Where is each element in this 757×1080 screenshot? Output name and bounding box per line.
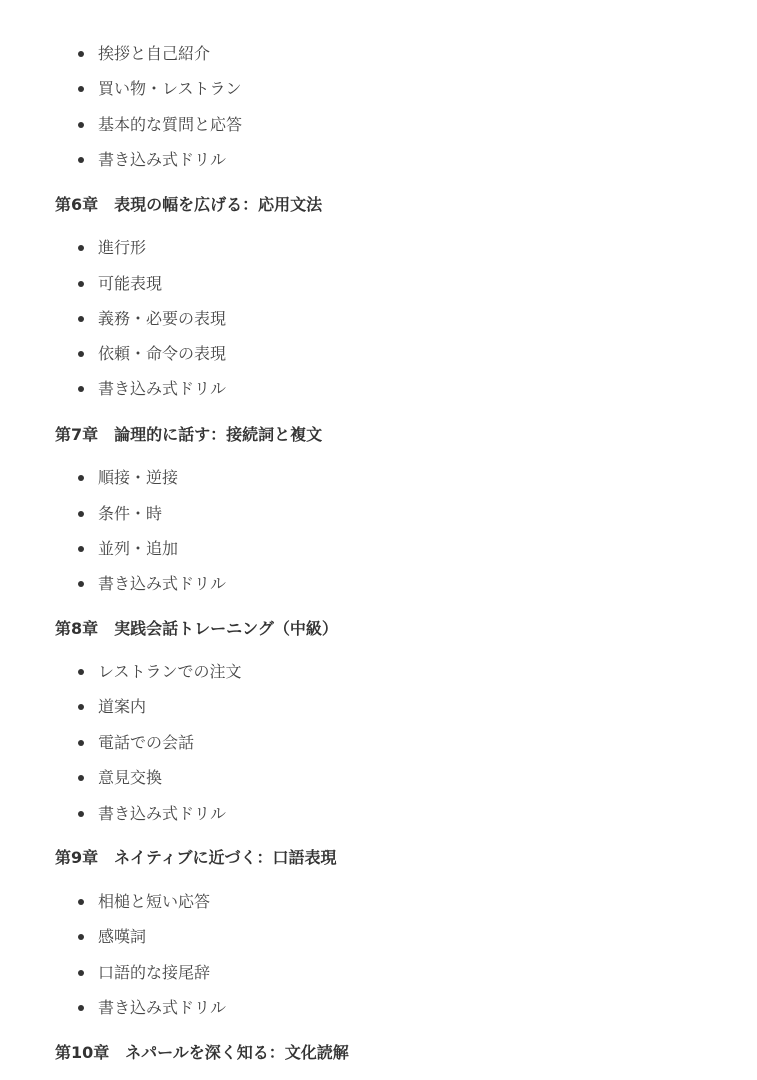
list-item: レストランでの注文	[98, 662, 242, 681]
bullet-icon	[78, 1005, 84, 1011]
list-item: 書き込み式ドリル	[98, 804, 227, 823]
list-item: 依頼・命令の表現	[98, 344, 227, 363]
list-item: 進行形	[98, 238, 147, 257]
bullet-icon	[78, 899, 84, 905]
bullet-icon	[78, 475, 84, 481]
list-item: 書き込み式ドリル	[98, 150, 227, 169]
bullet-icon	[78, 51, 84, 57]
bullet-icon	[78, 970, 84, 976]
list-item: 意見交換	[98, 768, 163, 787]
bullet-icon	[78, 86, 84, 92]
bullet-icon	[78, 316, 84, 322]
bullet-icon	[78, 740, 84, 746]
list-item: 可能表現	[98, 274, 163, 293]
list-item: 買い物・レストラン	[98, 79, 242, 98]
list-item: 義務・必要の表現	[98, 309, 227, 328]
list-item: 書き込み式ドリル	[98, 998, 227, 1017]
list-item: 順接・逆接	[98, 468, 179, 487]
list-item: 電話での会話	[98, 733, 195, 752]
bullet-icon	[78, 157, 84, 163]
bullet-icon	[78, 546, 84, 552]
list-item: 相槌と短い応答	[98, 892, 211, 911]
list-item: 書き込み式ドリル	[98, 574, 227, 593]
chapter-heading: 第7章 論理的に話す：接続詞と複文	[55, 425, 323, 444]
chapter-heading: 第10章 ネパールを深く知る：文化読解	[55, 1043, 349, 1062]
chapter-heading: 第6章 表現の幅を広げる：応用文法	[55, 195, 323, 214]
list-item: 並列・追加	[98, 539, 179, 558]
list-item: 基本的な質問と応答	[98, 115, 243, 134]
list-item: 条件・時	[98, 504, 163, 523]
bullet-icon	[78, 351, 84, 357]
bullet-icon	[78, 934, 84, 940]
bullet-icon	[78, 245, 84, 251]
bullet-icon	[78, 669, 84, 675]
bullet-icon	[78, 511, 84, 517]
list-item: 挨拶と自己紹介	[98, 44, 211, 63]
chapter-heading: 第8章 実践会話トレーニング（中級）	[55, 619, 338, 638]
chapter-heading: 第9章 ネイティブに近づく：口語表現	[55, 848, 337, 867]
bullet-icon	[78, 704, 84, 710]
list-item: 口語的な接尾辞	[98, 963, 211, 982]
bullet-icon	[78, 775, 84, 781]
list-item: 道案内	[98, 697, 147, 716]
bullet-icon	[78, 811, 84, 817]
bullet-icon	[78, 581, 84, 587]
bullet-icon	[78, 122, 84, 128]
bullet-icon	[78, 386, 84, 392]
list-item: 感嘆詞	[98, 927, 147, 946]
bullet-icon	[78, 281, 84, 287]
list-item: 書き込み式ドリル	[98, 379, 227, 398]
